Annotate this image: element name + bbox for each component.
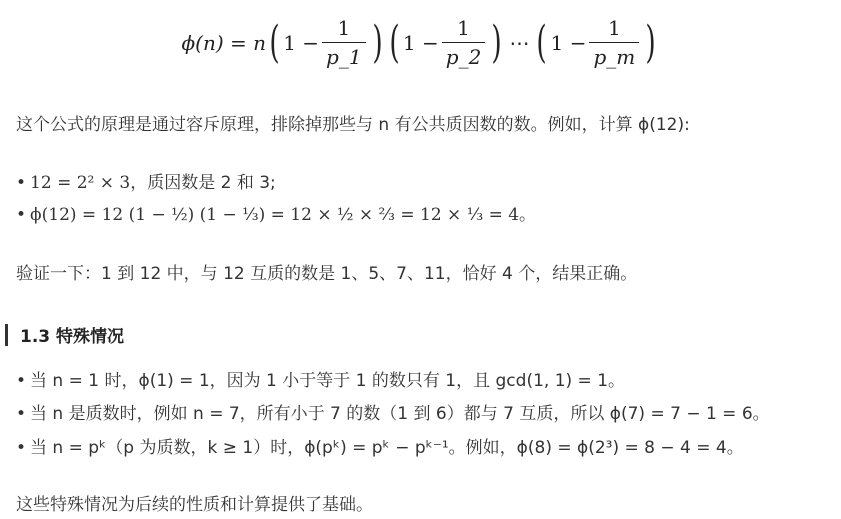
formula-frac-1: $\frac{1}{p\_1}$ xyxy=(322,16,366,69)
case-item: • 当 n 是质数时，例如 n = 7，所有小于 7 的数（1 到 6）都与 7 互质，所以 ϕ(7) = 7 − 1 = 6。 xyxy=(16,404,770,424)
formula-lhs: ϕ(n) = n xyxy=(181,30,267,55)
case-item: • 当 n = 1 时，ϕ(1) = 1，因为 1 小于等于 1 的数只有 1，且 gcd(1, 1) = 1。 xyxy=(16,371,626,391)
intro-paragraph: 这个公式的原理是通过容斥原理，排除掉那些与 n 有公共质因数的数。例如，计算 ϕ(12): xyxy=(16,115,690,135)
verify-paragraph: 验证一下：1 到 12 中，与 12 互质的数是 1、5、7、11，恰好 4 个，结果正确。 xyxy=(16,264,638,284)
closing-paragraph: 这些特殊情况为后续的性质和计算提供了基础。 xyxy=(16,495,373,515)
section-title: 1.3 特殊情况 xyxy=(20,327,125,347)
formula-dots: ⋯ xyxy=(509,30,530,55)
section-heading xyxy=(5,322,124,347)
formula-one-minus-1: 1 − xyxy=(283,30,320,55)
formula-one-minus-3: 1 − xyxy=(550,30,587,55)
euler-product-formula: ϕ(n) = n ( 1 − $\frac{1}{p\_1}$ ) ( 1 − $\frac{1}{p\_2}$ ) ⋯ ( 1 − $\frac{1}{p\_m}$ ) xyxy=(181,16,657,69)
formula-one-minus-2: 1 − xyxy=(402,30,439,55)
formula-frac-2: $\frac{1}{p\_2}$ xyxy=(442,16,486,69)
example-bullet-1: • 12 = 2² × 3，质因数是 2 和 3; xyxy=(16,173,276,193)
heading-bar xyxy=(5,324,8,346)
formula-frac-3: $\frac{1}{p\_m}$ xyxy=(589,16,639,69)
example-bullet-2: • ϕ(12) = 12 (1 − ½) (1 − ⅓) = 12 × ½ × ⅔ = 12 × ⅓ = 4。 xyxy=(16,205,537,225)
case-item: • 当 n = pᵏ（p 为质数，k ≥ 1）时，ϕ(pᵏ) = pᵏ − pᵏ⁻¹。例如，ϕ(8) = ϕ(2³) = 8 − 4 = 4。 xyxy=(16,438,744,458)
